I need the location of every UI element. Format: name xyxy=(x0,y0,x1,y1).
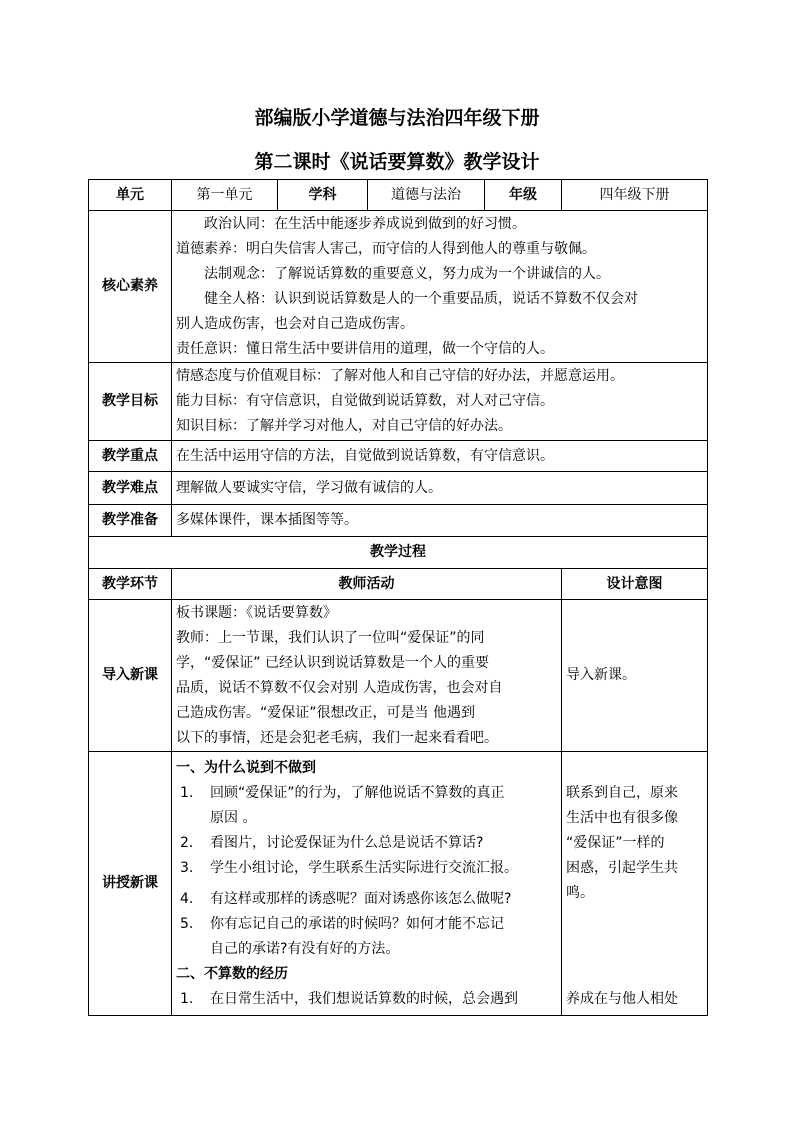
info-row xyxy=(89,180,708,211)
intro-content xyxy=(172,600,562,752)
core-line: 健全人格：认识到说话算数是人的一个重要品质，说话不算数不仅会对 xyxy=(204,290,638,307)
intent-line: 联系到自己，原来 xyxy=(566,784,678,801)
subject-label: 学科 xyxy=(278,180,368,211)
core-content xyxy=(172,211,708,363)
process-header: 教学过程 xyxy=(89,537,708,569)
intent-line: 困惑，引起学生共 xyxy=(566,859,678,876)
item-text-cont: 自己的承诺?有没有好的方法。 xyxy=(210,940,400,957)
grade-value: 四年级下册 xyxy=(562,180,708,211)
item-text: 学生小组讨论，学生联系生活实际进行交流汇报。 xyxy=(210,859,518,876)
item-number: 1. xyxy=(180,784,194,801)
process-header-row xyxy=(89,537,708,569)
prep-row xyxy=(89,505,708,537)
goals-row xyxy=(89,363,708,441)
process-columns-row xyxy=(89,569,708,600)
document-title: 部编版小学道德与法治四年级下册 xyxy=(254,107,540,129)
col-stage: 教学环节 xyxy=(89,569,172,600)
goals-content xyxy=(172,363,708,441)
teach-label: 讲授新课 xyxy=(89,752,172,1016)
item-number: 5. xyxy=(180,915,194,932)
core-label: 核心素养 xyxy=(89,211,172,363)
item-number: 3. xyxy=(180,859,194,876)
core-line: 道德素养：明白失信害人害己，而守信的人得到他人的尊重与敬佩。 xyxy=(176,240,596,257)
item-text: 有这样或那样的诱惑呢？面对诱惑你该怎么做呢? xyxy=(210,890,512,907)
intro-intent: 导入新课。 xyxy=(562,600,708,752)
prep-text: 多媒体课件，课本插图等等。 xyxy=(172,505,708,537)
goal-line: 知识目标：了解并学习对他人，对自己守信的好办法。 xyxy=(176,418,512,434)
intro-line: 以下的事情，还是会犯老毛病，我们一起来看看吧。 xyxy=(176,729,498,746)
difficult-label: 教学难点 xyxy=(89,472,172,505)
lesson-title: 第二课时《说话要算数》教学设计 xyxy=(254,151,540,173)
intro-line: 学，“爱保证” 已经认识到说话算数是一个人的重要 xyxy=(176,654,489,671)
section-heading: 二、不算数的经历 xyxy=(176,965,288,982)
teach-content xyxy=(172,752,562,1016)
intro-label: 导入新课 xyxy=(89,600,172,752)
intent-line: 生活中也有很多像 xyxy=(566,809,678,826)
item-text: 回顾“爱保证”的行为，了解他说话不算数的真正 xyxy=(210,784,505,801)
key-row xyxy=(89,441,708,472)
core-line: 责任意识：懂日常生活中要讲信用的道理，做一个守信的人。 xyxy=(176,340,554,357)
subject-value: 道德与法治 xyxy=(368,180,485,211)
item-number: 2. xyxy=(180,834,194,851)
difficult-text: 理解做人要诚实守信，学习做有诚信的人。 xyxy=(172,472,708,505)
goal-line: 情感态度与价值观目标：了解对他人和自己守信的好办法，并愿意运用。 xyxy=(176,368,624,384)
difficult-row xyxy=(89,472,708,505)
item-text: 看图片，讨论爱保证为什么总是说话不算话? xyxy=(210,834,484,851)
intro-line: 教师：上一节课，我们认识了一位叫“爱保证”的同 xyxy=(176,629,485,646)
item-number: 1. xyxy=(180,990,194,1007)
lesson-plan-table xyxy=(88,179,708,1016)
col-intent: 设计意图 xyxy=(562,569,708,600)
col-teacher: 教师活动 xyxy=(172,569,562,600)
prep-label: 教学准备 xyxy=(89,505,172,537)
core-line: 政治认同：在生活中能逐步养成说到做到的好习惯。 xyxy=(204,215,526,232)
core-line: 别人造成伤害，也会对自己造成伤害。 xyxy=(176,315,414,332)
section-heading: 一、为什么说到不做到 xyxy=(176,759,316,776)
intro-line: 己造成伤害。“爱保证”很想改正，可是当 他遇到 xyxy=(176,704,475,721)
key-label: 教学重点 xyxy=(89,441,172,472)
item-text-cont: 原因 。 xyxy=(210,809,257,826)
item-text: 在日常生活中，我们想说话算数的时候，总会遇到 xyxy=(210,990,518,1007)
intent-line: 鸣。 xyxy=(566,884,594,901)
key-text: 在生活中运用守信的方法，自觉做到说话算数，有守信意识。 xyxy=(172,441,708,472)
unit-value: 第一单元 xyxy=(172,180,278,211)
item-text: 你有忘记自己的承诺的时候吗？如何才能不忘记 xyxy=(210,915,504,932)
teach-row xyxy=(89,752,708,1016)
core-row xyxy=(89,211,708,363)
intro-line: 板书课题：《说话要算数》 xyxy=(176,604,337,621)
intent-line: 养成在与他人相处 xyxy=(566,990,678,1007)
intent-line: “爱保证”一样的 xyxy=(566,834,665,851)
goals-label: 教学目标 xyxy=(89,363,172,441)
grade-label: 年级 xyxy=(485,180,562,211)
intro-row xyxy=(89,600,708,752)
teach-intent xyxy=(562,752,708,1016)
unit-label: 单元 xyxy=(89,180,172,211)
intro-line: 品质，说话不算数不仅会对别 人造成伤害，也会对自 xyxy=(176,679,503,696)
core-line: 法制观念：了解说话算数的重要意义，努力成为一个讲诚信的人。 xyxy=(204,265,610,282)
item-number: 4. xyxy=(180,890,194,907)
goal-line: 能力目标：有守信意识，自觉做到说话算数，对人对己守信。 xyxy=(176,393,554,409)
